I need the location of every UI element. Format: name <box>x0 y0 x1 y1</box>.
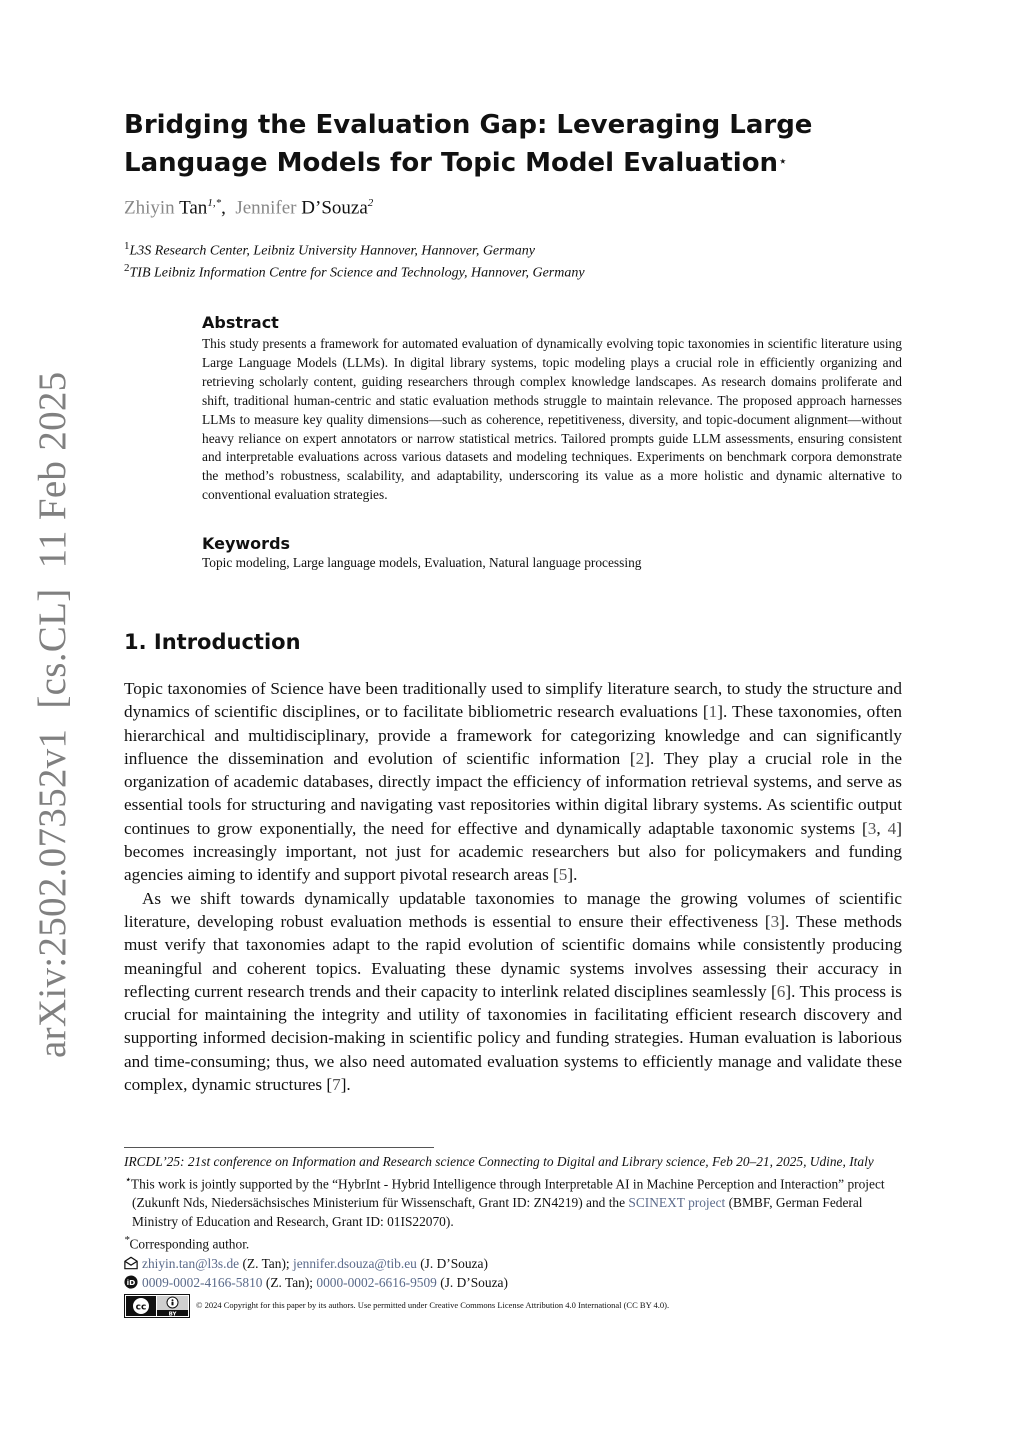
email-link[interactable]: jennifer.dsouza@tib.eu <box>292 1255 417 1271</box>
email-owner: (Z. Tan); <box>239 1255 293 1271</box>
footnotes <box>124 1152 902 1318</box>
citation-link[interactable]: 6 <box>776 981 786 1001</box>
scinext-project-link[interactable]: SCINEXT project <box>628 1195 726 1211</box>
paragraph-text: ]. They play a crucial role in the organization of academic databases, directly impact the efficiency of information retrieval systems, and serve as essential tools for structuring and navigating vast repositories within digital library systems. As scientific output continues to grow exponentially, the need for effective and dynamically adaptable taxonomic systems [ <box>124 748 902 838</box>
paragraph-text: Topic taxonomies of Science have been traditionally used to simplify literature search, to study the structure and dynamics of scientific disciplines, or to facilitate bibliometric research evaluations [ <box>124 679 902 722</box>
affiliation-text: L3S Research Center, Leibniz University Hannover, Hannover, Germany <box>129 243 535 259</box>
author-affil-mark: 1,* <box>207 197 222 209</box>
citation-link[interactable]: 3 <box>867 818 877 838</box>
author-last-name: Tan <box>179 197 208 219</box>
affiliation-text: TIB Leibniz Information Centre for Science and Technology, Hannover, Germany <box>129 265 585 281</box>
author-list: Zhiyin Tan$^{1,*}$, Jennifer D’Souza$^2$ <box>124 197 374 219</box>
license-row <box>124 1294 902 1318</box>
abstract-body: This study presents a framework for automated evaluation of dynamically evolving topic taxonomies in scientific literature using Large Language Models (LLMs). In digital library systems, topic modeling plays a crucial role in efficiently organizing and retrieving scholarly content, guiding researchers through complex knowledge landscapes. As research domains proliferate and shift, traditional human-centric and static evaluation methods struggle to maintain relevance. The proposed approach harnesses LLMs to measure key quality dimensions—such as coherence, repetitiveness, diversity, and topic-document alignment—without heavy reliance on expert annotators or narrow statistical metrics. Tailored prompts guide LLM assessments, ensuring consistent and interpretable evaluations across various datasets and modeling techniques. Experiments on benchmark corpora demonstrate the method’s robustness, scalability, and adaptability, underscoring its value as a more holistic and dynamic alternative to conventional evaluation strategies. <box>202 336 902 503</box>
by-label: BY <box>168 1311 177 1318</box>
author-last-name: D’Souza <box>301 197 368 219</box>
abstract-heading: Abstract <box>202 313 279 332</box>
email-owner: (J. D’Souza) <box>416 1255 488 1271</box>
citation-link[interactable]: 1 <box>708 702 718 722</box>
footnote-mark: ⋆ <box>124 1174 131 1186</box>
corresponding-text: Corresponding author. <box>129 1236 250 1252</box>
author-first-name: Zhiyin <box>124 197 175 219</box>
paragraph-text: ]. These methods must verify that taxonomies adapt to the rapid evolution of scientific domains while consistently producing meaningful and coherent topics. Evaluating these dynamic systems involves assessing their accuracy in reflecting current research trends and their capacity to interlink related disciplines seamlessly [ <box>124 911 902 1001</box>
funding-text: (BMBF, German Federal Ministry of Education and Research, Grant ID: 01IS22070). <box>132 1195 863 1230</box>
paragraph <box>124 887 902 1097</box>
footnote-mark: * <box>124 1234 130 1247</box>
orcid-link[interactable]: 0000-0002-6616-9509 <box>316 1274 437 1290</box>
paragraph-text: ]. <box>567 865 578 885</box>
citation-link[interactable]: 4 <box>887 818 897 838</box>
orcid-link[interactable]: 0009-0002-4166-5810 <box>142 1274 263 1290</box>
cc-label: cc <box>135 1302 147 1313</box>
paragraph-text: As we shift towards dynamically updatable taxonomies to manage the growing volumes of scientific literature, developing robust evaluation methods is essential to ensure their effectiveness [ <box>124 888 902 931</box>
author-first-name: Jennifer <box>235 197 297 219</box>
funding-note <box>124 1171 902 1231</box>
copyright-notice: © 2024 Copyright for this paper by its authors. Use permitted under Creative Commons License Attribution 4.0 International (CC BY 4.0). <box>196 1300 670 1311</box>
email-line <box>124 1254 902 1273</box>
keywords-heading: Keywords <box>202 534 291 553</box>
orcid-owner: (Z. Tan); <box>262 1274 317 1290</box>
citation-link[interactable]: 5 <box>558 865 568 885</box>
paper-title <box>124 106 924 182</box>
title-footnote-mark: ⋆ <box>778 152 788 170</box>
keywords-list: Topic modeling, Large language models, Evaluation, Natural language processing <box>202 555 642 570</box>
arxiv-identifier: arXiv:2502.07352v1 [cs.CL] 11 Feb 2025 <box>31 371 74 1058</box>
envelope-icon <box>124 1256 138 1270</box>
conference-note: IRCDL’25: 21st conference on Information and Research science Connecting to Digital and Library science, Feb 20–21, 2025, Udine, Italy <box>124 1154 874 1169</box>
paragraph-text: ]. These taxonomies, often hierarchical and multidisciplinary, provide a framework for categorizing knowledge and can significantly influence the dissemination and evolution of scientific information [ <box>124 702 902 768</box>
section-heading: 1. Introduction <box>124 630 301 654</box>
cc-by-license-icon[interactable] <box>124 1294 190 1318</box>
funding-text: This work is jointly supported by the “HybrInt - Hybrid Intelligence through Interpretable AI in Machine Perception and Interaction” project (Zukunft Nds, Niedersächsisches Ministerium für Wissenschaft, Grant ID: ZN4219) and the <box>130 1176 885 1211</box>
citation-link[interactable]: 7 <box>332 1075 341 1095</box>
affiliation <box>124 240 535 260</box>
author-affil-mark: 2 <box>367 197 374 209</box>
affiliation-number: 1 <box>124 240 130 252</box>
citation-link[interactable]: 3 <box>770 911 780 931</box>
title-text: Bridging the Evaluation Gap: Leveraging Large Language Models for Topic Model Evaluation <box>124 110 813 178</box>
affiliation <box>124 262 585 282</box>
paragraph-text: , <box>876 818 888 838</box>
orcid-owner: (J. D’Souza) <box>436 1274 508 1290</box>
citation-link[interactable]: 2 <box>635 748 645 768</box>
orcid-icon <box>124 1275 138 1289</box>
paragraph-text: ] becomes increasingly important, not just for academic researchers but also for policymakers and funding agencies aiming to identify and support pivotal research areas [ <box>124 818 902 885</box>
footnote-divider <box>124 1147 434 1148</box>
paragraph-text: ]. This process is crucial for maintaining the integrity and utility of taxonomies in facilitating efficient research discovery and supporting informed decision-making in scientific policy and funding strategies. Human evaluation is laborious and time-consuming; thus, we also need automated evaluation systems to efficiently manage and validate these complex, dynamic structures [ <box>124 981 902 1095</box>
svg-text:iD: iD <box>126 1277 136 1287</box>
paragraph-text: ]. <box>340 1075 351 1095</box>
orcid-line <box>124 1273 902 1292</box>
introduction-body <box>124 677 902 1096</box>
corresponding-note <box>124 1231 902 1253</box>
email-link[interactable]: zhiyin.tan@l3s.de <box>142 1255 240 1271</box>
paragraph <box>124 677 902 887</box>
affiliation-number: 2 <box>124 262 130 274</box>
